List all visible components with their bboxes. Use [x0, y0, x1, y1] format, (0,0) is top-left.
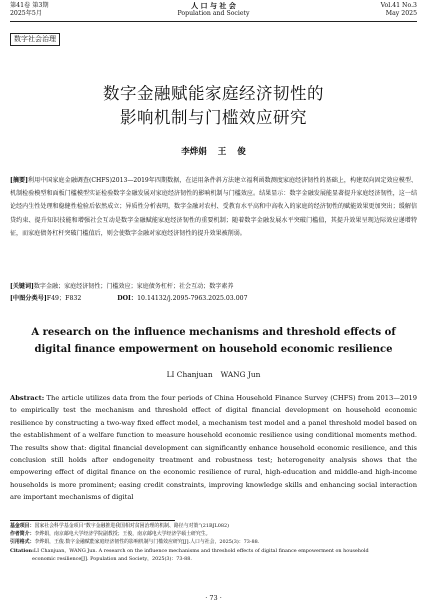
- author-en-2: WANG Jun: [220, 370, 261, 379]
- abstract-en-label: Abstract:: [10, 394, 45, 402]
- date-en: May 2025: [385, 9, 417, 17]
- journal-name-en: Population and Society: [177, 9, 250, 17]
- author-note-text: 李烨娟，南京邮电大学经济学院副教授；王俊，南京邮电大学经济学硕士研究生。: [34, 531, 211, 538]
- author-note-label: 作者简介：: [10, 531, 35, 538]
- abstract-cn: [10, 174, 417, 240]
- authors-cn: 李烨娟 王 俊: [181, 147, 246, 157]
- author-note: [10, 530, 417, 538]
- abstract-cn-label: [摘要]: [10, 177, 28, 184]
- fund-note: [10, 522, 417, 530]
- article-title-cn: [0, 82, 427, 130]
- volume-issue-en: Vol.41 No.3: [380, 2, 417, 9]
- header-divider: [10, 21, 417, 22]
- title-cn-line-1: 数字金融赋能家庭经济韧性的: [103, 84, 324, 103]
- clc-code: F49；F832: [46, 295, 82, 302]
- author-en-1: LI Chanjuan: [166, 370, 213, 379]
- citation-en-note: [10, 547, 417, 555]
- fund-label: 基金项目：: [10, 523, 35, 529]
- clc-label: [中图分类号]: [10, 295, 47, 302]
- classification-line: [10, 293, 417, 304]
- title-en-line-2: digital finance empowerment on household economic resilience: [34, 344, 393, 355]
- cite-note: [10, 538, 417, 546]
- keywords-cn-label: [关键词]: [10, 283, 34, 290]
- cite-label: 引用格式：: [10, 539, 35, 546]
- doi-link[interactable]: 10.14132/j.2095-7963.2025.03.007: [137, 295, 248, 302]
- footnotes: [10, 522, 417, 563]
- header-center: [10, 2, 417, 17]
- citation-line-1: LI Chanjuan，WANG Jun. A research on the influence mechanisms and threshold effects of digital finance empowerment on household: [33, 547, 369, 554]
- page-number: · 73 ·: [205, 594, 222, 602]
- volume-issue-cn: 第41卷 第3期: [10, 2, 49, 9]
- abstract-cn-text: 利用中国家庭金融调查(CHFS)2013—2019年四期数据，在运用条件斜方法建立福利函数测度家庭经济韧性的基础上，构建双向固定效应模型、机制检验模型和面板门槛模型实证检验数字金融发展对家庭经济韧性的影响机制与门槛效应。结果显示：数字金融发展能显著提升家庭经济韧性，这一结论经内生性处理和稳健性检验后依然成立；异质性分析表明，数字金融对农村、受教育水平高和中高收入的家庭的经济韧性的赋能效果更加突出；缓解信贷约束、提升知识技能和增强社会互动是数字金融赋能家庭经济韧性的重要机制；随着数字金融发展水平突破门槛值，其提升效果呈现边际效应递增特征，而家庭债务杠杆突破门槛值后，则会使数字金融对家庭经济韧性的提升效果被削弱。: [10, 177, 417, 237]
- title-en-line-1: A research on the influence mechanisms and threshold effects of: [31, 327, 396, 338]
- abstract-en-text: The article utilizes data from the four periods of China Household Finance Survey (CHFS) from 2013—2019 to empirically test the mechanism and threshold effect of digital financial development on household economic resilience by constructing a two-way fixed effect model, a mechanism test model and a panel threshold model based on the establishment of a welfare function to measure household economic resilience using conditional moments method. The results show that: digital financial development can significantly enhance household economic resilience, and this conclusion still holds after endogeneity treatment and robustness test; heterogeneity analysis shows that the empowering effect of digital finance on the economic resilience of rural, high-education and middle-and high-income households is more prominent; easing credit constraints, improving knowledge skills and enhancing social interaction are important mechanisms of digital: [10, 394, 417, 502]
- abstract-en: [10, 392, 417, 504]
- citation-en-cont: economic resilience[J]. Population and Society，2025(3)：73-88.: [32, 555, 192, 562]
- citation-label: Citation:: [10, 547, 34, 554]
- section-tag: 数字社会治理: [10, 33, 60, 46]
- fund-text: 国家社会科学基金项目“数字金融推进我国相对贫困治理的机制、路径与对策”(21BJL082): [34, 523, 230, 529]
- article-title-en: [0, 324, 427, 358]
- cite-text: 李烨娟，王俊.数字金融赋能家庭经济韧性的影响机制与门槛效应研究[J].人口与社会，2025(3)：73-88.: [34, 539, 260, 546]
- footnote-divider: [10, 520, 175, 521]
- doi-label: DOI：: [117, 295, 138, 302]
- keywords-cn: [10, 281, 417, 292]
- authors-en: [0, 370, 427, 379]
- keywords-cn-text: 数字金融；家庭经济韧性；门槛效应；家庭债务杠杆；社会互动；数字素养: [33, 283, 234, 290]
- journal-name-cn: 人 口 与 社 会: [191, 1, 236, 10]
- header-right: [381, 2, 417, 17]
- date-cn: 2025年5月: [10, 9, 43, 17]
- title-cn-line-2: 影响机制与门槛效应研究: [120, 108, 307, 127]
